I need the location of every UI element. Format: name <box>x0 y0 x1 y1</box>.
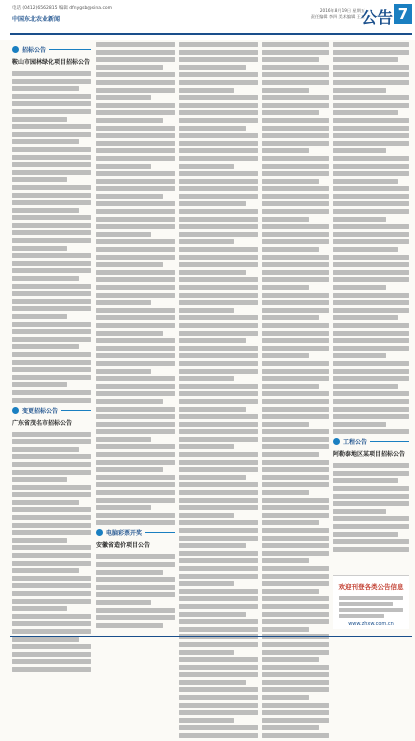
bullet-icon <box>333 438 340 445</box>
section-tag: 电脑彩票开奖 <box>96 528 175 537</box>
page-number: 7 <box>394 4 412 24</box>
article-body <box>96 42 175 525</box>
bullet-icon <box>96 529 103 536</box>
article-headline: 广东省茂名市招标公告 <box>12 419 73 427</box>
bullet-icon <box>12 46 19 53</box>
issue-date: 2016年8月19日 星期五 <box>319 8 365 13</box>
header-rule <box>10 33 412 35</box>
advert-title: 欢迎刊登各类公告信息 <box>338 583 404 591</box>
article-body <box>333 42 409 434</box>
section-tag: 招标公告 <box>12 45 91 54</box>
article-headline: 鞍山市园林绿化项目招标公告 <box>12 59 91 66</box>
advert-url[interactable]: www.zhxw.com.cn <box>348 621 394 627</box>
masthead <box>0 0 415 40</box>
contact-line: 电话 (0412)6562815 编辑 dfnygsb@sina.com <box>12 6 113 11</box>
advert-body <box>339 596 403 618</box>
section-tag: 工程公告 <box>333 437 409 446</box>
article-headline: 阿勒泰地区某项目招标公告 <box>333 451 406 459</box>
footer-rule <box>10 636 412 637</box>
article-body <box>179 42 258 738</box>
article-body <box>96 554 175 627</box>
bullet-icon <box>12 407 19 414</box>
article-body <box>333 463 409 552</box>
column-2 <box>96 42 175 630</box>
article-body <box>12 71 91 403</box>
article-body <box>262 42 329 738</box>
section-title: 公告 <box>360 8 393 27</box>
editor-info: 责任编辑 李四 美术编辑 王五 <box>310 14 365 19</box>
section-tag: 变更招标公告 <box>12 406 91 415</box>
article-headline: 安徽省造价项目公告 <box>96 542 151 550</box>
issue-info <box>311 8 365 20</box>
paper-name: 中国东北农业新闻 <box>12 16 61 23</box>
advert-box <box>333 575 409 629</box>
column-5 <box>333 42 409 554</box>
column-1 <box>12 42 91 675</box>
